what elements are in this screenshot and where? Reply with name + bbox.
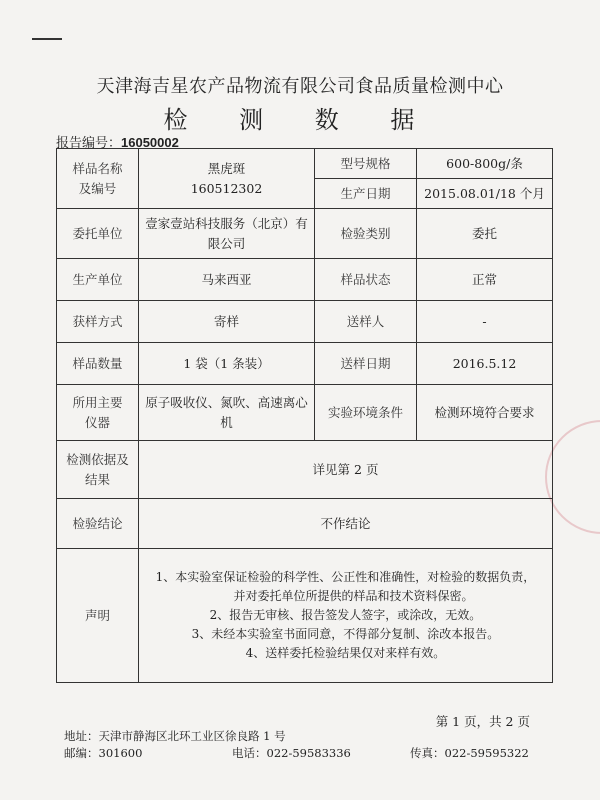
instruments-value: 原子吸收仪、氮吹、高速离心机: [139, 385, 315, 441]
label-line: 及编号: [78, 180, 117, 196]
label-line: 结果: [84, 471, 110, 487]
table-row: [57, 209, 553, 259]
spec-value: 600-800g/条: [417, 149, 553, 179]
table-row: [57, 441, 553, 499]
prod-date-value: 2015.08.01/18 个月: [417, 179, 553, 209]
report-number-value: 16050002: [121, 135, 179, 150]
page-number: 第 1 页，共 2 页: [435, 714, 530, 729]
report-table: [56, 148, 553, 683]
statement-item: 并对委托单位所提供的样品和技术资料保密。: [233, 588, 474, 603]
table-row: [57, 499, 553, 549]
spec-label: 型号规格: [315, 149, 417, 179]
sample-code: 160512302: [190, 180, 263, 196]
quantity-label: 样品数量: [57, 343, 139, 385]
footer: [64, 728, 564, 762]
test-type-value: 委托: [417, 209, 553, 259]
footer-address-row: [64, 728, 564, 745]
footer-contact-row: [64, 745, 564, 762]
client-value: 壹家壹站科技服务（北京）有限公司: [139, 209, 315, 259]
table-row: [57, 149, 553, 179]
label-line: 仪器: [84, 414, 110, 430]
statement-item: 4、送样委托检验结果仅对来样有效。: [245, 646, 446, 661]
prod-date-label: 生产日期: [315, 179, 417, 209]
official-stamp: [545, 420, 600, 534]
test-type-label: 检验类别: [315, 209, 417, 259]
basis-value: 详见第 2 页: [139, 441, 553, 499]
table-row: [57, 259, 553, 301]
env-value: 检测环境符合要求: [417, 385, 553, 441]
postcode: 邮编：301600: [64, 746, 143, 760]
sample-name: 黑虎斑: [207, 160, 246, 176]
manufacturer-label: 生产单位: [57, 259, 139, 301]
statement-list: [139, 549, 553, 683]
sample-status-label: 样品状态: [315, 259, 417, 301]
sender-label: 送样人: [315, 301, 417, 343]
manufacturer-value: 马来西亚: [139, 259, 315, 301]
statement-item: 3、未经本实验室书面同意，不得部分复制、涂改本报告。: [191, 627, 500, 642]
statement-item: 1、本实验室保证检验的科学性、公正性和准确性，对检验的数据负责，: [155, 569, 536, 584]
pen-mark: [32, 38, 62, 40]
client-label: 委托单位: [57, 209, 139, 259]
quantity-value: 1 袋（1 条装）: [139, 343, 315, 385]
conclusion-value: 不作结论: [139, 499, 553, 549]
send-date-value: 2016.5.12: [417, 343, 553, 385]
send-date-label: 送样日期: [315, 343, 417, 385]
organization-title: 天津海吉星农产品物流有限公司食品质量检测中心: [96, 76, 504, 97]
basis-label: [57, 441, 139, 499]
acquire-label: 获样方式: [57, 301, 139, 343]
sample-name-cell: [139, 149, 315, 209]
table-row: [57, 301, 553, 343]
table-row: [57, 343, 553, 385]
document-title: 检 测 数 据: [163, 106, 437, 134]
conclusion-label: 检验结论: [57, 499, 139, 549]
env-label: 实验环境条件: [315, 385, 417, 441]
statement-label: 声明: [57, 549, 139, 683]
label-line: 所用主要: [72, 394, 123, 410]
address: 地址：天津市静海区北环工业区徐良路 1 号: [64, 729, 286, 743]
instruments-label: [57, 385, 139, 441]
report-number-label: 报告编号：: [56, 136, 122, 151]
table-row: [57, 549, 553, 683]
fax: 传真：022-59595322: [410, 746, 529, 760]
acquire-value: 寄样: [139, 301, 315, 343]
label-line: 样品名称: [72, 160, 123, 176]
statement-item: 2、报告无审核、报告签发人签字，或涂改，无效。: [209, 607, 482, 622]
label-line: 检测依据及: [66, 451, 129, 467]
table-row: [57, 385, 553, 441]
sample-name-label: [57, 149, 139, 209]
phone: 电话：022-59583336: [232, 746, 351, 760]
sender-value: -: [417, 301, 553, 343]
sample-status-value: 正常: [417, 259, 553, 301]
